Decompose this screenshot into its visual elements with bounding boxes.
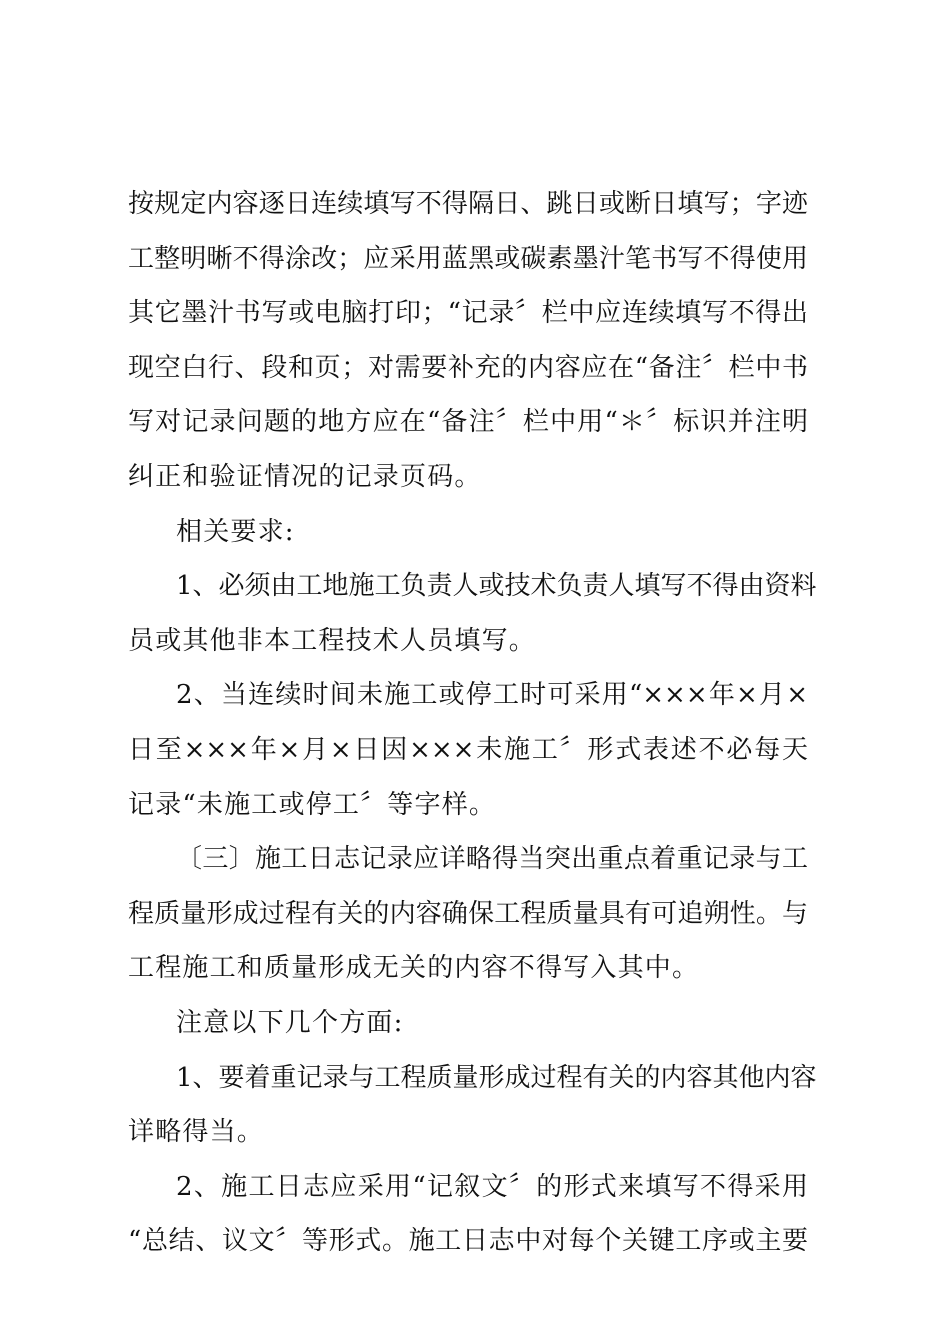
text-line: 〔三〕施工日志记录应详略得当突出重点着重记录与工 — [176, 844, 808, 875]
text-line: 详略得当。 — [128, 1117, 265, 1148]
text-line: “总结、议文〞等形式。施工日志中对每个关键工序或主要 — [128, 1226, 808, 1257]
section-heading: 注意以下几个方面: — [176, 1007, 404, 1038]
text-line: 程质量形成过程有关的内容确保工程质量具有可追朔性。与 — [128, 898, 808, 929]
body-text — [128, 182, 817, 1274]
text-line: 其它墨汁书写或电脑打印；“记录〞栏中应连续填写不得出 — [128, 298, 808, 329]
text-line: 2、施工日志应采用“记叙文〞的形式来填写不得采用 — [176, 1171, 808, 1202]
section-heading: 相关要求: — [176, 516, 295, 547]
text-line: 按规定内容逐日连续填写不得隔日、跳日或断日填写；字迹 — [128, 189, 808, 219]
text-line: 1、必须由工地施工负责人或技术负责人填写不得由资料 — [176, 571, 817, 602]
text-line: 2、当连续时间未施工或停工时可采用“×××年×月× — [176, 680, 808, 711]
text-line: 写对记录问题的地方应在“备注〞栏中用“＊〞标识并注明 — [128, 407, 808, 438]
text-line: 纠正和验证情况的记录页码。 — [128, 461, 482, 492]
text-line: 记录“未施工或停工〞等字样。 — [128, 789, 497, 820]
text-line: 员或其他非本工程技术人员填写。 — [128, 625, 537, 656]
text-line: 1、要着重记录与工程质量形成过程有关的内容其他内容 — [176, 1062, 817, 1093]
text-line: 工程施工和质量形成无关的内容不得写入其中。 — [128, 953, 700, 984]
text-line: 日至×××年×月×日因×××未施工〞形式表述不必每天 — [128, 734, 808, 765]
text-line: 现空白行、段和页；对需要补充的内容应在“备注〞栏中书 — [128, 352, 808, 383]
text-line: 工整明晰不得涂改；应采用蓝黑或碳素墨汁笔书写不得使用 — [128, 243, 808, 274]
